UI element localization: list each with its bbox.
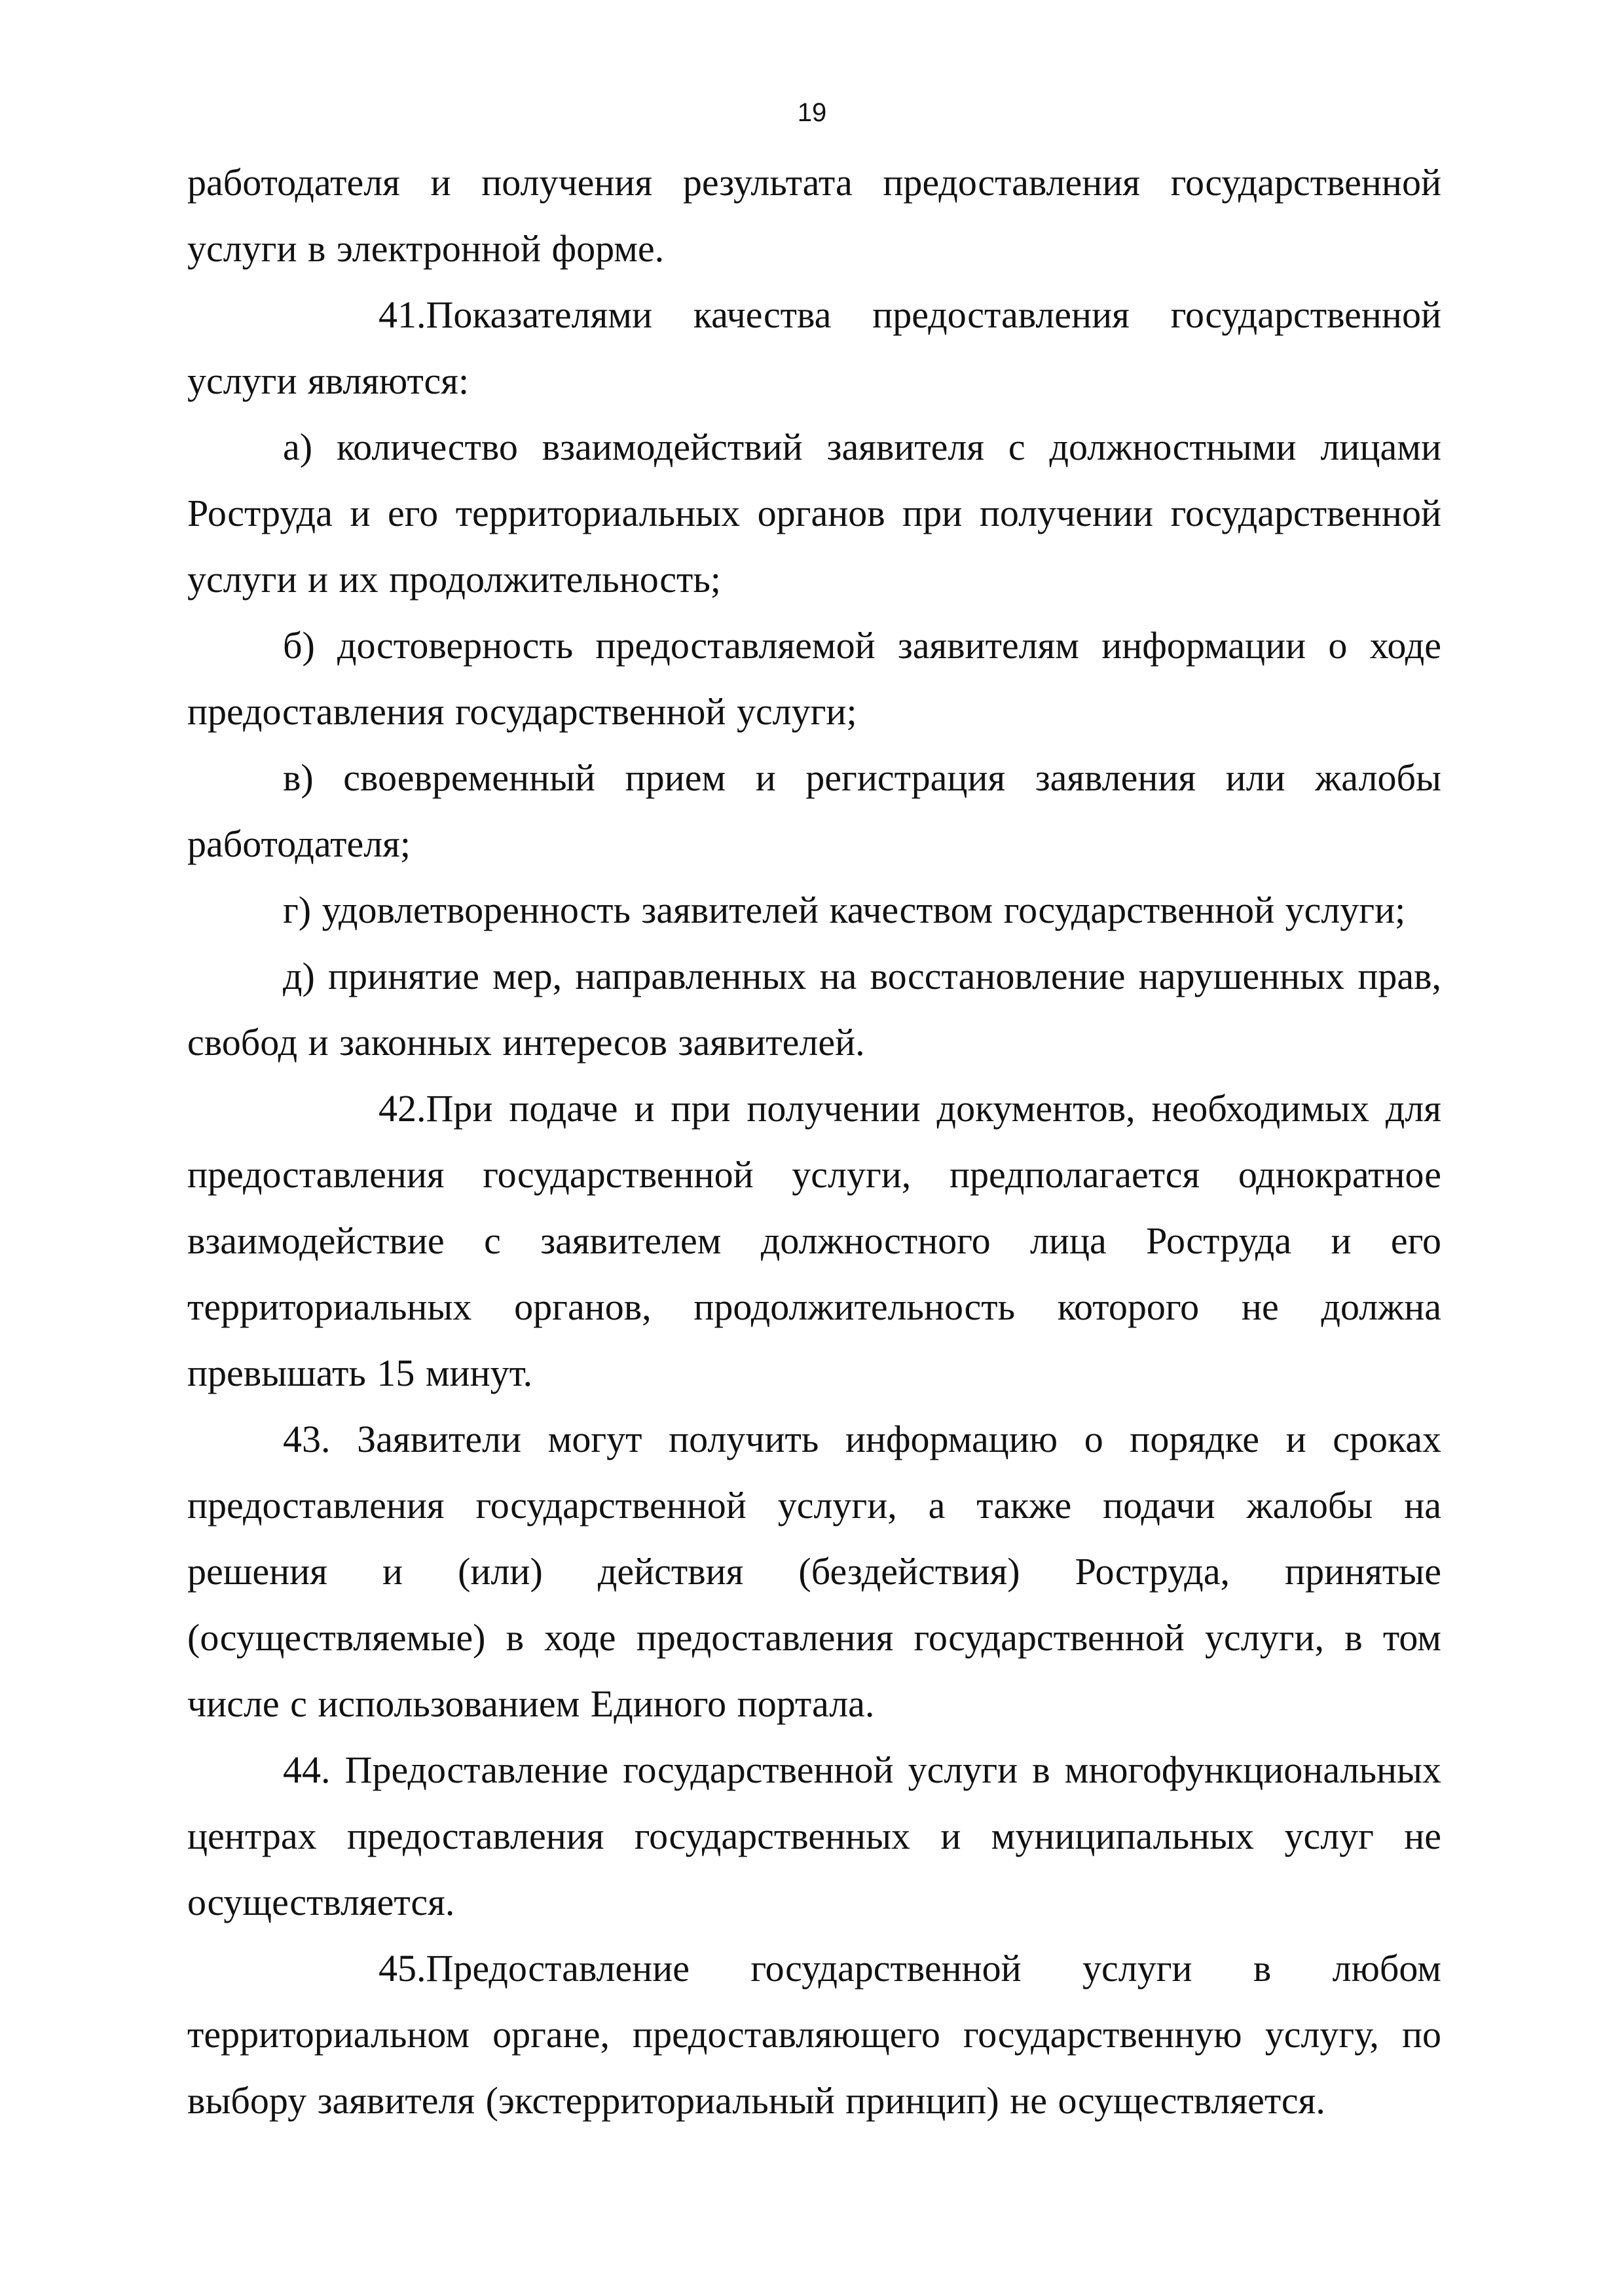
paragraph-text: Предоставление государственной услуги в любом территориальном органе, предоставляющего государственную услугу, по выбору заявителя (экстерриториальный принцип) не осуществляется. xyxy=(187,1947,1441,2122)
paragraph-number: 45. xyxy=(378,1947,426,1990)
paragraph-45 xyxy=(187,1935,1441,2134)
paragraph-text: 43. Заявители могут получить информацию о порядке и сроках предоставления государственной услуги, а также подачи жалобы на решения и (или) действия (бездействия) Роструда, принятые (осуществляемые) в ходе предоставления государственной услуги, в том числе с использованием Единого портала. xyxy=(187,1418,1441,1725)
paragraph-text: в) своевременный прием и регистрация заявления или жалобы работодателя; xyxy=(187,756,1441,865)
paragraph-text: работодателя и получения результата предоставления государственной услуги в электронной форме. xyxy=(187,161,1441,270)
document-body xyxy=(187,149,1441,2134)
paragraph-text: 44. Предоставление государственной услуги в многофункциональных центрах предоставления государственных и муниципальных услуг не осуществляется. xyxy=(187,1749,1441,1923)
paragraph-text: д) принятие мер, направленных на восстановление нарушенных прав, свобод и законных интересов заявителей. xyxy=(187,955,1441,1064)
list-item-c xyxy=(187,745,1441,877)
paragraph-41 xyxy=(187,282,1441,414)
paragraph-text: При подаче и при получении документов, необходимых для предоставления государственной услуги, предполагается однократное взаимодействие с заявителем должностного лица Роструда и его территориальных органов, продолжительность которого не должна превышать 15 минут. xyxy=(187,1087,1441,1394)
list-item-b xyxy=(187,612,1441,745)
paragraph-text: Показателями качества предоставления государственной услуги являются: xyxy=(187,293,1441,402)
paragraph-42 xyxy=(187,1075,1441,1406)
paragraph-43 xyxy=(187,1406,1441,1737)
paragraph-number: 42. xyxy=(378,1087,426,1130)
page-number: 19 xyxy=(797,98,827,127)
paragraph-text: а) количество взаимодействий заявителя с должностными лицами Роструда и его территориальных органов при получении государственной услуги и их продолжительность; xyxy=(187,426,1441,601)
list-item-e xyxy=(187,943,1441,1075)
list-item-a xyxy=(187,414,1441,612)
paragraph-44 xyxy=(187,1737,1441,1935)
paragraph-text: б) достоверность предоставляемой заявителям информации о ходе предоставления государственной услуги; xyxy=(187,624,1441,733)
list-item-d xyxy=(187,877,1441,943)
paragraph-continuation xyxy=(187,149,1441,282)
paragraph-number: 41. xyxy=(378,293,426,336)
paragraph-text: г) удовлетворенность заявителей качеством государственной услуги; xyxy=(283,889,1406,931)
